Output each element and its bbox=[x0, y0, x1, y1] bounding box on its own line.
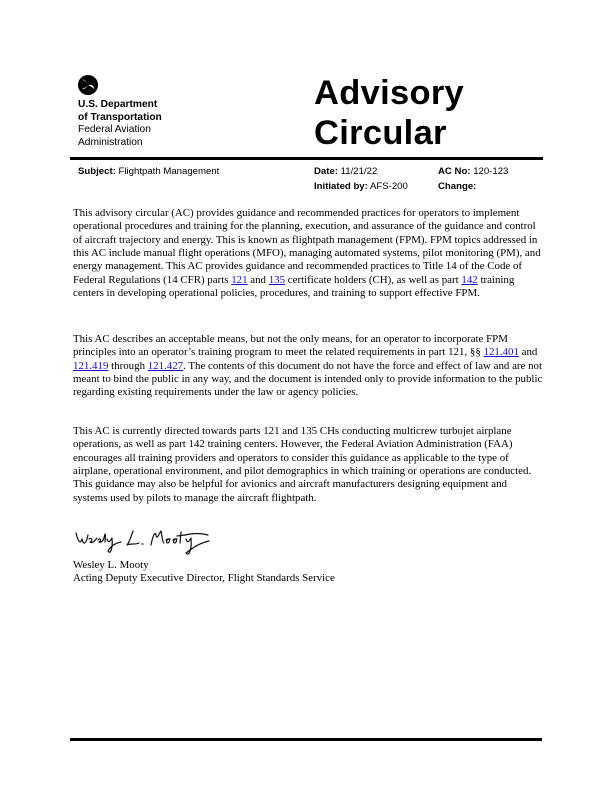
paragraph-text: . The contents of this document do not have the force and effect of law and are not meant to bind the public in any way, and the document is intended only to provide information to the public regarding existing requirements under the law or agency policies. bbox=[73, 359, 543, 399]
subject-value: Flightpath Management bbox=[118, 166, 220, 177]
paragraph-text: through bbox=[108, 359, 148, 372]
paragraph-purpose bbox=[73, 207, 543, 300]
title-line-advisory: Advisory bbox=[314, 74, 465, 112]
change-label: Change: bbox=[438, 181, 477, 192]
paragraph-applicability bbox=[73, 425, 543, 505]
date-field bbox=[314, 166, 377, 178]
link-part-135[interactable]: 135 bbox=[268, 273, 286, 286]
paragraph-text: certificate holders (CH), as well as part bbox=[285, 273, 462, 286]
header-divider bbox=[70, 157, 543, 160]
ac-number-field bbox=[438, 166, 508, 178]
paragraph-text: training centers in developing operational policies, procedures, and training to support effective FPM. bbox=[73, 273, 515, 300]
document-title bbox=[314, 73, 464, 153]
footer-divider bbox=[70, 738, 542, 741]
signer-title: Acting Deputy Executive Director, Flight Standards Service bbox=[73, 572, 335, 585]
agency-line-faa: Federal Aviation bbox=[78, 124, 151, 135]
link-121-427[interactable]: 121.427 bbox=[147, 359, 184, 372]
initiated-by-value: AFS-200 bbox=[369, 181, 408, 192]
ac-number-label: AC No: bbox=[438, 166, 471, 177]
agency-line-department: U.S. Department bbox=[78, 99, 158, 110]
dot-triskelion-logo-icon bbox=[78, 75, 98, 95]
initiated-by-label: Initiated by: bbox=[314, 181, 368, 192]
paragraph-text: and bbox=[518, 346, 538, 359]
link-121-419[interactable]: 121.419 bbox=[73, 359, 109, 372]
signer-block bbox=[73, 559, 335, 586]
title-line-circular: Circular bbox=[314, 114, 447, 152]
date-label: Date: bbox=[314, 166, 338, 177]
signature-image bbox=[73, 521, 253, 561]
agency-line-transportation: of Transportation bbox=[78, 111, 162, 123]
initiated-by-field bbox=[314, 181, 408, 193]
date-value: 11/21/22 bbox=[340, 166, 378, 177]
subject-field bbox=[78, 166, 219, 178]
link-part-121[interactable]: 121 bbox=[231, 273, 248, 286]
link-part-142[interactable]: 142 bbox=[461, 273, 478, 286]
paragraph-acceptable-means bbox=[73, 333, 543, 400]
agency-block bbox=[78, 99, 162, 149]
paragraph-text: This advisory circular (AC) provides guidance and recommended practices for operators to implement operational procedures and training for the planning, execution, and assurance of the guidance and control of aircraft trajectory and energy. This is known as flightpath management (FPM). FPM topics addressed in this AC include manual flight operations (MFO), managing automated systems, pilot monitoring (PM), and energy management. This AC provides guidance and recommended practices to Title 14 of the Code of Federal Regulations (14 CFR) parts bbox=[73, 207, 541, 286]
ac-number-value: 120-123 bbox=[473, 166, 509, 177]
link-121-401[interactable]: 121.401 bbox=[483, 346, 519, 359]
signer-name: Wesley L. Mooty bbox=[73, 559, 149, 571]
paragraph-text: This AC is currently directed towards parts 121 and 135 CHs conducting multicrew turbojet airplane operations, as well as part 142 training centers. However, the Federal Aviation Administration (FAA) encourages all training providers and operators to consider this guidance as applicable to the type of airplane, operational environment, and pilot demographics in which training or operations are conducted. This guidance may also be helpful for avionics and aircraft manufacturers designing equipment and systems used by pilots to manage the aircraft flightpath. bbox=[73, 425, 532, 504]
change-field bbox=[438, 181, 476, 193]
paragraph-text: and bbox=[247, 273, 269, 286]
paragraph-text: This AC describes an acceptable means, but not the only means, for an operator to incorporate FPM principles into an operator’s training program to meet the related requirements in part 121, §§ bbox=[73, 333, 508, 359]
subject-label: Subject: bbox=[78, 166, 116, 177]
agency-line-administration: Administration bbox=[78, 136, 143, 148]
